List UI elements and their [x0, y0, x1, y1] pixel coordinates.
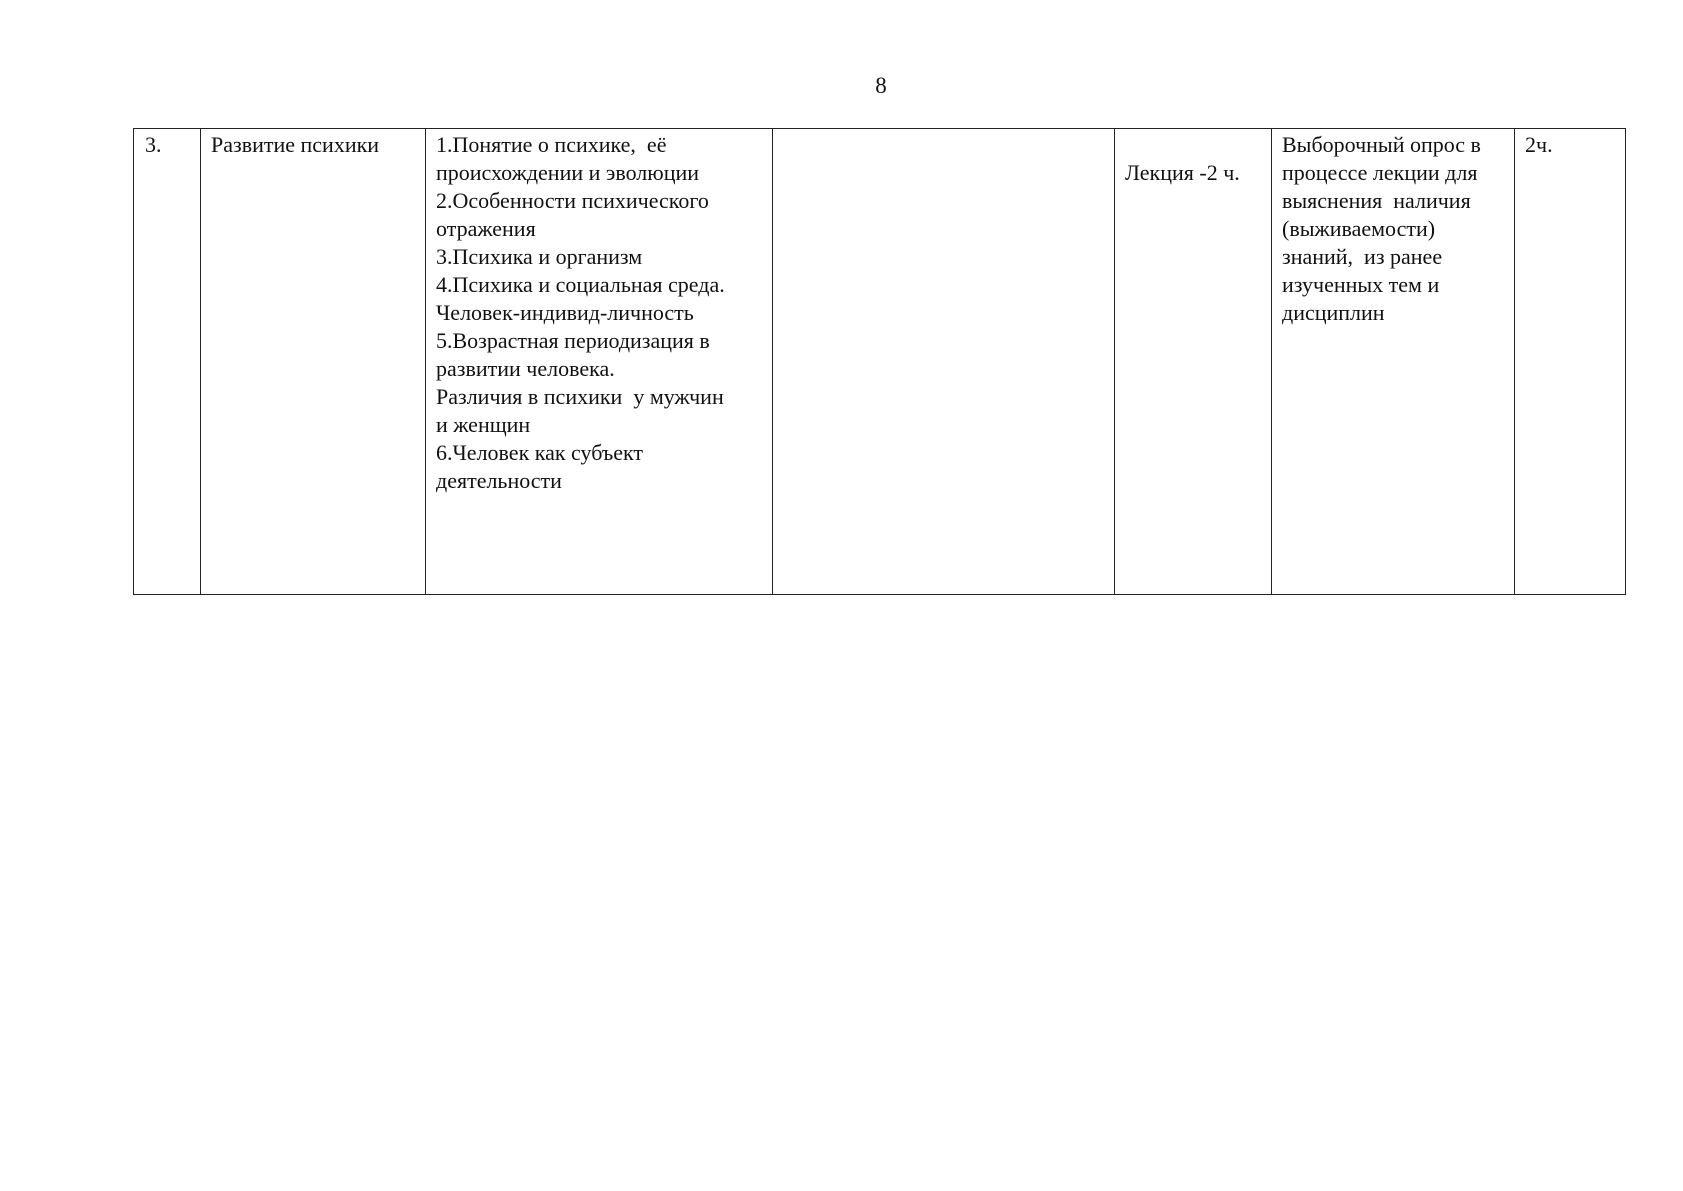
content-line: развитии человека. [436, 356, 615, 381]
content-line: 2.Особенности психического [436, 188, 709, 213]
content-line: 5.Возрастная периодизация в [436, 328, 710, 353]
cell-form: Лекция -2 ч. [1115, 129, 1272, 595]
content-line: 3.Психика и организм [436, 244, 643, 269]
content-line: 1.Понятие о психике, её [436, 132, 667, 157]
page-number: 8 [875, 73, 887, 98]
table-row [134, 129, 1626, 595]
cell-topic: Развитие психики [201, 129, 426, 595]
control-line: процессе лекции для [1282, 160, 1478, 185]
content-line: происхождении и эволюции [436, 160, 700, 185]
cell-control [1272, 129, 1515, 595]
content-line: 6.Человек как субъект [436, 440, 644, 465]
content-line: Человек-индивид-личность [436, 300, 694, 325]
content-line: и женщин [436, 412, 531, 437]
curriculum-table [133, 128, 1626, 595]
content-line: деятельности [436, 468, 562, 493]
content-line: 4.Психика и социальная среда. [436, 272, 725, 297]
cell-empty [773, 129, 1115, 595]
cell-content [426, 129, 773, 595]
control-line: выяснения наличия [1282, 188, 1471, 213]
control-line: дисциплин [1282, 300, 1385, 325]
cell-number: 3. [134, 129, 201, 595]
control-line: (выживаемости) [1282, 216, 1436, 241]
control-line: изученных тем и [1282, 272, 1440, 297]
content-line: отражения [436, 216, 536, 241]
control-line: Выборочный опрос в [1282, 132, 1481, 157]
cell-hours: 2ч. [1515, 129, 1626, 595]
control-line: знаний, из ранее [1282, 244, 1443, 269]
content-line: Различия в психики у мужчин [436, 384, 724, 409]
